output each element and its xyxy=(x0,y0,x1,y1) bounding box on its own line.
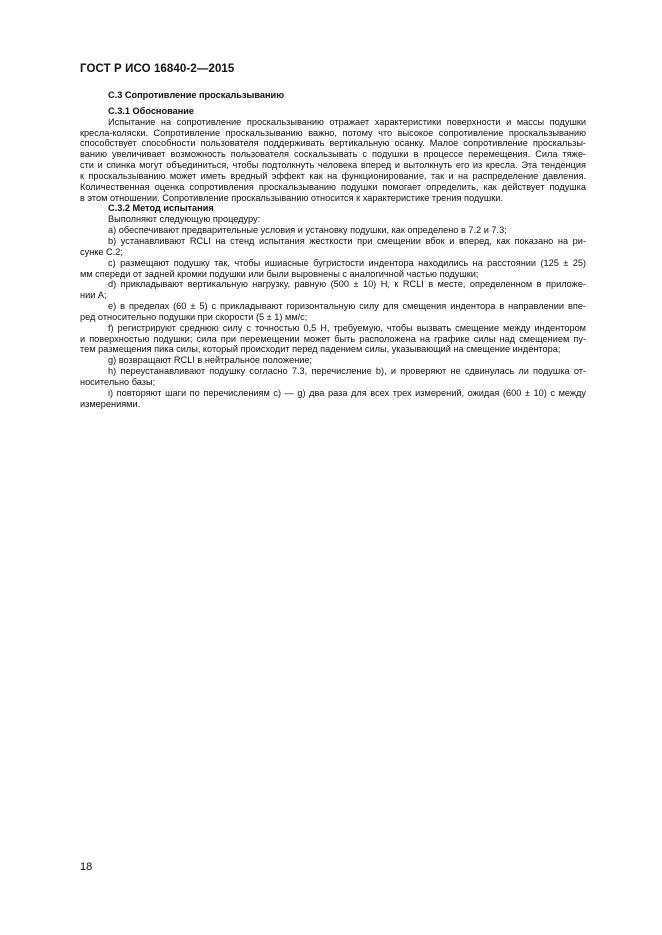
text-line: способствует способности пользователя поддерживать вертикальную осанку. Малое сопротивление проскальзы- xyxy=(80,138,586,149)
list-item-h xyxy=(80,366,586,388)
text-line: ванию увеличивает возможность пользователя соскальзывать с подушки в процессе перемещения. Сила тяже- xyxy=(80,149,586,160)
text-line: и поверхностью подушки; сила при перемещении может быть расположена на графике силы над смещением пу- xyxy=(80,333,586,344)
list-item-a xyxy=(80,225,586,236)
text-line: носительно базы; xyxy=(80,376,156,387)
text-line: к проскальзыванию может иметь вредный эффект как на функционирование, так и на распределение давления. xyxy=(80,170,586,181)
text-line: тем размещения пика силы, который происходит перед падением силы, указывающий на смещение индентора; xyxy=(80,344,561,355)
text-line: нии А; xyxy=(80,290,107,301)
text-line: b) устанавливают RCLI на стенд испытания жесткости при смещении вбок и вперед, как показано на ри- xyxy=(108,235,586,246)
rationale-paragraph xyxy=(80,117,586,204)
text-line: f) регистрируют среднюю силу с точностью 0,5 Н, требуемую, чтобы вызвать смещение между индентором xyxy=(108,322,586,333)
list-item-b xyxy=(80,236,586,258)
subsection-heading-method: С.3.2 Метод испытания xyxy=(108,203,214,214)
text-line: d) прикладывают вертикальную нагрузку, равную (500 ± 10) Н, к RCLI в месте, определенном в приложе- xyxy=(108,279,586,290)
text-line: Испытание на сопротивление проскальзыванию отражает характеристики поверхности и массы подушки xyxy=(108,116,586,127)
procedure-intro: Выполняют следующую процедуру: xyxy=(108,214,261,225)
text-line: измерениями. xyxy=(80,398,141,409)
subsection-heading-rationale: С.3.1 Обоснование xyxy=(108,105,195,116)
list-item-c xyxy=(80,258,586,280)
text-line: a) обеспечивают предварительные условия и установку подушки, как определено в 7.2 и 7.3; xyxy=(108,225,507,236)
text-line: c) размещают подушку так, чтобы ишиасные бугристости индентора находились на расстоянии (125 ± 25) xyxy=(108,257,586,268)
text-line: кресла-коляски. Сопротивление проскальзыванию важно, потому что высокое сопротивление проскальзыванию xyxy=(80,127,586,138)
list-item-g xyxy=(80,355,586,366)
list-item-d xyxy=(80,279,586,301)
list-item-f xyxy=(80,323,586,356)
text-line: h) переустанавливают подушку согласно 7.3, перечисление b), и проверяют не сдвинулась ли подушка от- xyxy=(108,366,586,377)
text-line: g) возвращают RCLI в нейтральное положение; xyxy=(108,355,313,366)
text-line: сунке С.2; xyxy=(80,246,123,257)
text-line: в этом отношении. Сопротивление проскальзыванию относится к характеристике трения подушки. xyxy=(80,192,503,203)
page-number: 18 xyxy=(80,861,93,873)
text-line: i) повторяют шаги по перечислениям c) — g) два раза для всех трех измерений, ожидая (600 ± 10) с между xyxy=(108,387,586,398)
list-item-e xyxy=(80,301,586,323)
text-line: сти и спинка могут объединиться, чтобы подтолкнуть человека вперед и вытолкнуть его из кресла. Эта тенденция xyxy=(80,160,586,171)
list-item-i xyxy=(80,388,586,410)
section-heading: С.3 Сопротивление проскальзыванию xyxy=(108,90,285,100)
text-line: e) в пределах (60 ± 5) с прикладывают горизонтальную силу для смещения индентора в направлении впе- xyxy=(108,301,586,312)
text-line: ред относительно подушки при скорости (5 ± 1) мм/с; xyxy=(80,311,308,322)
document-body xyxy=(80,90,586,409)
text-line: Количественная оценка сопротивления проскальзыванию подушки помогает определить, как действует подушка xyxy=(80,181,586,192)
document-header: ГОСТ Р ИСО 16840-2—2015 xyxy=(80,63,235,75)
text-line: мм спереди от задней кромки подушки или были выровнены с аналогичной частью подушки; xyxy=(80,268,479,279)
